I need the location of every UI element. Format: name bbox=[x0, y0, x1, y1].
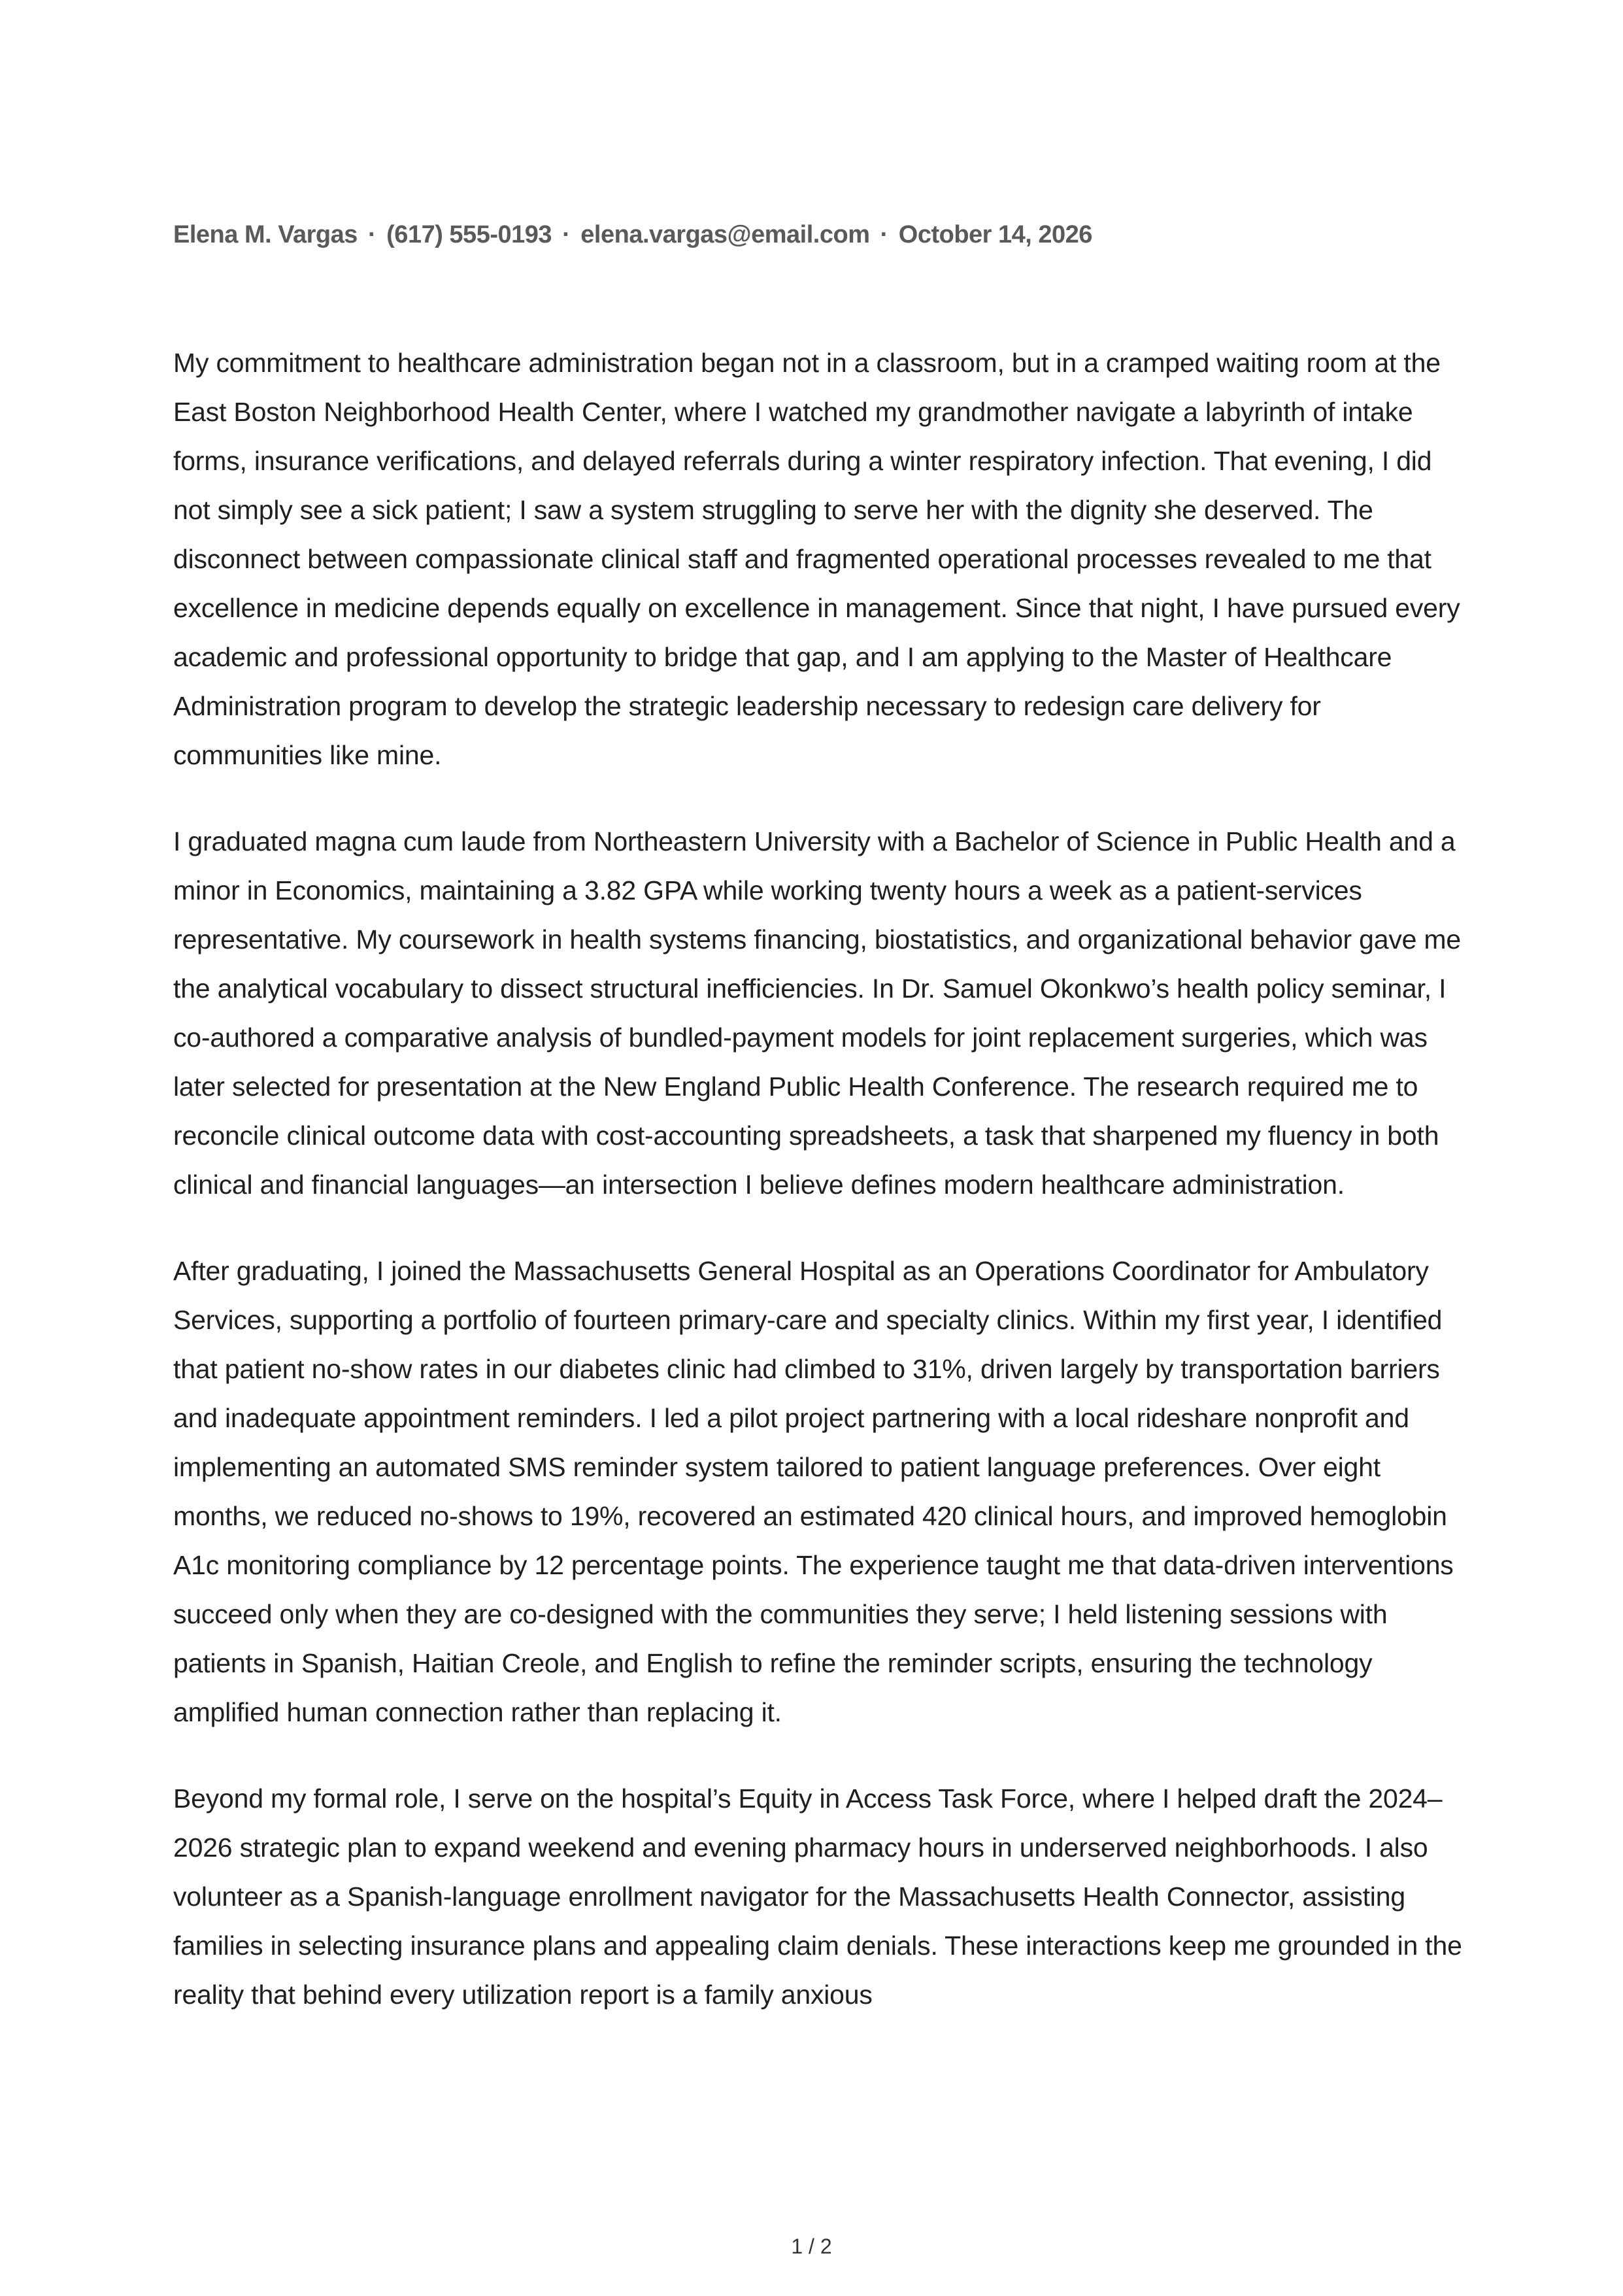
paragraph-introduction: My commitment to healthcare administration began not in a classroom, but in a cramped waiting room at the East Boston Neighborhood Health Center, where I watched my grandmother navigate a labyrinth of intake forms, insurance verifications, and delayed referrals during a winter respiratory infection. That evening, I did not simply see a sick patient; I saw a system struggling to serve her with the dignity she deserved. The disconnect between compassionate clinical staff and fragmented operational processes revealed to me that excellence in medicine depends equally on excellence in management. Since that night, I have pursued every academic and professional opportunity to bridge that gap, and I am applying to the Master of Healthcare Administration program to develop the strategic leadership necessary to redesign care delivery for communities like mine. bbox=[173, 348, 1460, 770]
letter-date: October 14, 2026 bbox=[898, 221, 1092, 248]
statement-body bbox=[173, 339, 1464, 2057]
applicant-phone: (617) 555-0193 bbox=[386, 221, 552, 248]
applicant-email: elena.vargas@email.com bbox=[580, 221, 870, 248]
paragraph-experience: After graduating, I joined the Massachusetts General Hospital as an Operations Coordinator for Ambulatory Services, supporting a portfolio of fourteen primary-care and specialty clinics. Within my first year, I identified that patient no-show rates in our diabetes clinic had climbed to 31%, driven largely by transportation barriers and inadequate appointment reminders. I led a pilot project partnering with a local rideshare nonprofit and implementing an automated SMS reminder system tailored to patient language preferences. Over eight months, we reduced no-shows to 19%, recovered an estimated 420 clinical hours, and improved hemoglobin A1c monitoring compliance by 12 percentage points. The experience taught me that data-driven interventions succeed only when they are co-designed with the communities they serve; I held listening sessions with patients in Spanish, Haitian Creole, and English to refine the reminder scripts, ensuring the technology amplified human connection rather than replacing it. bbox=[173, 1256, 1454, 1727]
applicant-name: Elena M. Vargas bbox=[173, 221, 358, 248]
header-separator: · bbox=[367, 221, 376, 248]
header-separator: · bbox=[880, 221, 888, 248]
contact-header bbox=[173, 221, 1454, 249]
paragraph-education: I graduated magna cum laude from Northeastern University with a Bachelor of Science in Public Health and a minor in Economics, maintaining a 3.82 GPA while working twenty hours a week as a patient-services representative. My coursework in health systems financing, biostatistics, and organizational behavior gave me the analytical vocabulary to dissect structural inefficiencies. In Dr. Samuel Okonkwo’s health policy seminar, I co-authored a comparative analysis of bundled-payment models for joint replacement surgeries, which was later selected for presentation at the New England Public Health Conference. The research required me to reconcile clinical outcome data with cost-accounting spreadsheets, a task that sharpened my fluency in both clinical and financial languages—an intersection I believe defines modern healthcare administration. bbox=[173, 826, 1461, 1200]
header-separator: · bbox=[562, 221, 571, 248]
paragraph-service: Beyond my formal role, I serve on the hospital’s Equity in Access Task Force, where I helped draft the 2024–2026 strategic plan to expand weekend and evening pharmacy hours in underserved neighborhoods. I also volunteer as a Spanish-language enrollment navigator for the Massachusetts Health Connector, assisting families in selecting insurance plans and appealing claim denials. These interactions keep me grounded in the reality that behind every utilization report is a family anxious bbox=[173, 1783, 1462, 2010]
page-number: 1 / 2 bbox=[791, 2235, 832, 2258]
